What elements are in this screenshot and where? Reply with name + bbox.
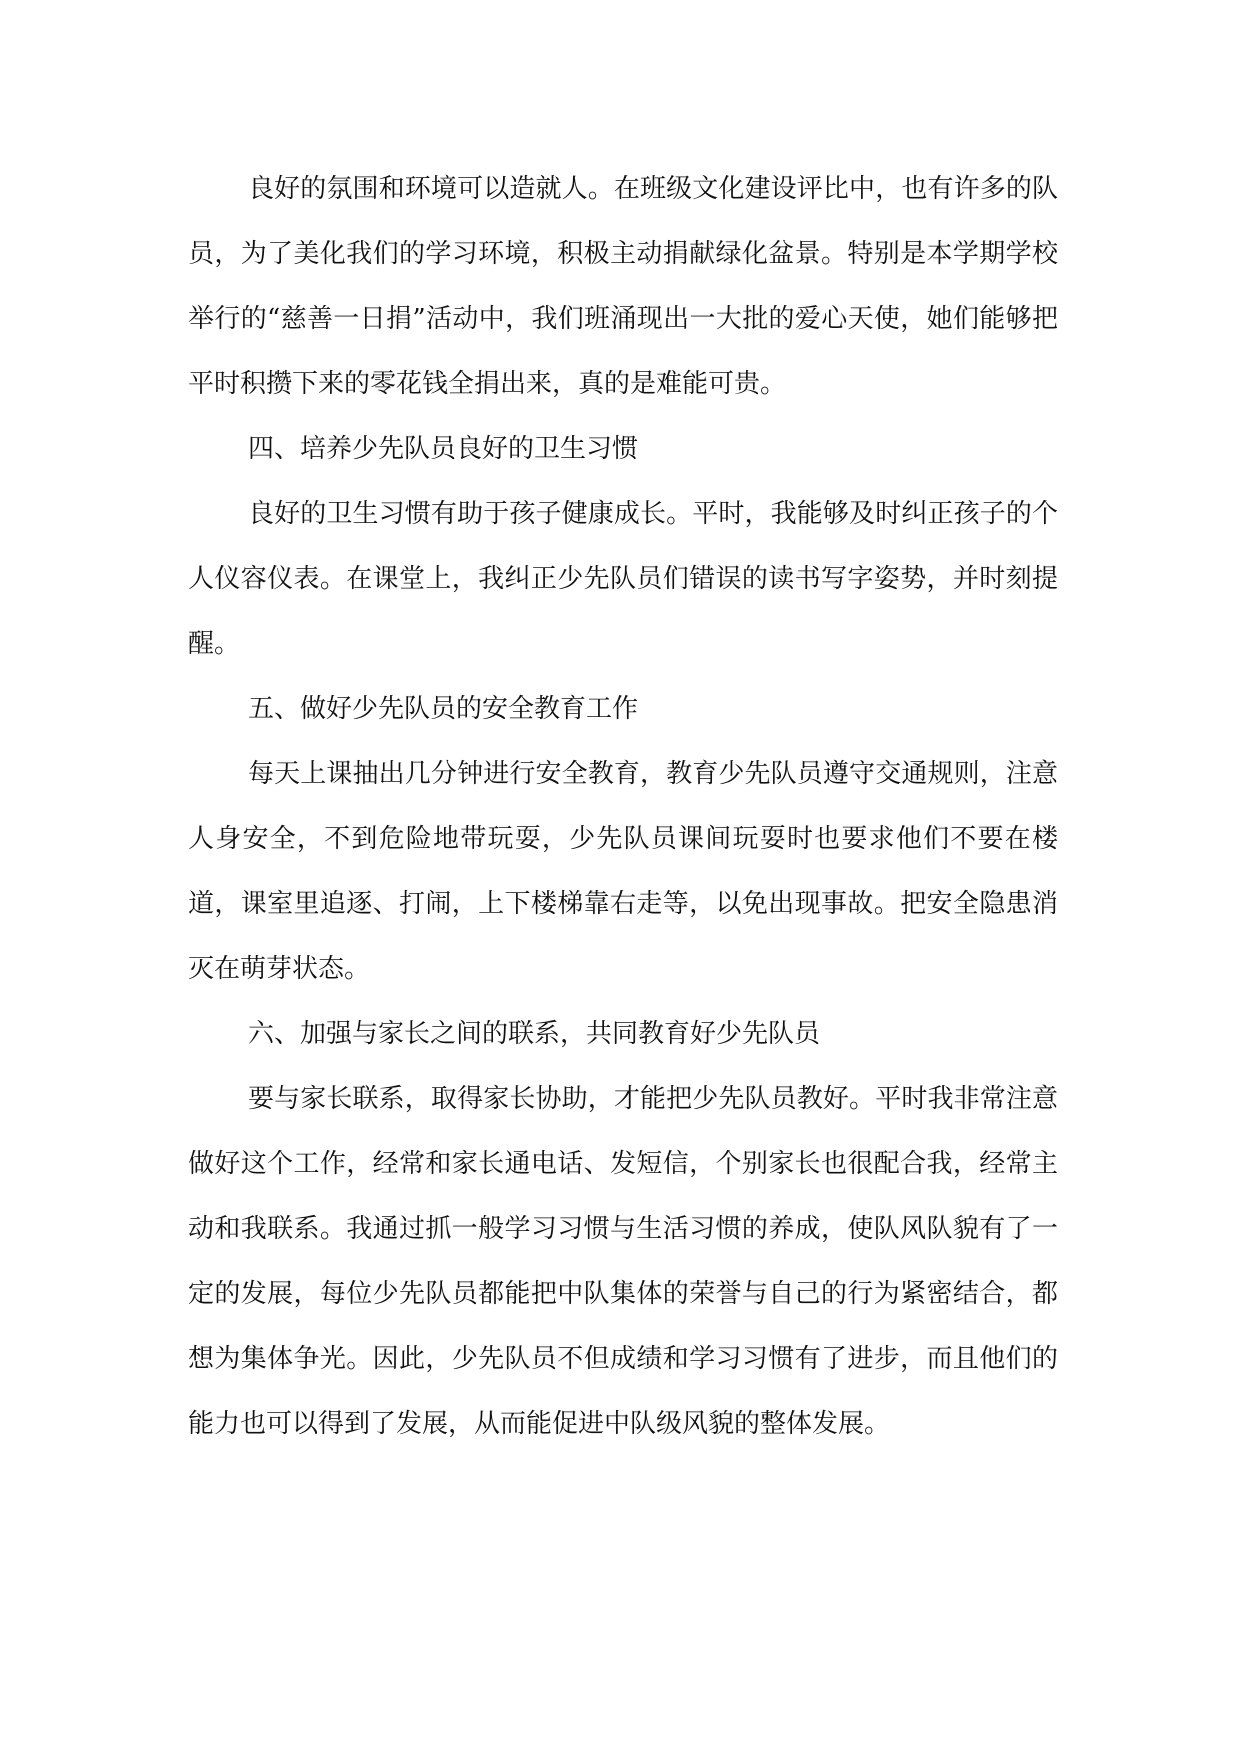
section-heading-hygiene: 四、培养少先队员良好的卫生习惯 (248, 434, 639, 464)
section-heading-safety: 五、做好少先队员的安全教育工作 (248, 694, 639, 724)
paragraph-parents: 要与家长联系，取得家长协助，才能把少先队员教好。平时我非常注意做好这个工作，经常和家长通电话、发短信，个别家长也很配合我，经常主动和我联系。我通过抓一般学习习惯与生活习惯的养成，使队风队貌有了一定的发展，每位少先队员都能把中队集体的荣誉与自己的行为紧密结合，都想为集体争光。因此，少先队员不但成绩和学习习惯有了进步，而且他们的能力也可以得到了发展，从而能促进中队级风貌的整体发展。 (188, 1084, 1058, 1439)
paragraph-safety: 每天上课抽出几分钟进行安全教育，教育少先队员遵守交通规则，注意人身安全，不到危险地带玩耍，少先队员课间玩耍时也要求他们不要在楼道，课室里追逐、打闹，上下楼梯靠右走等，以免出现事故。把安全隐患消灭在萌芽状态。 (188, 759, 1058, 984)
section-heading-parents: 六、加强与家长之间的联系，共同教育好少先队员 (248, 1019, 821, 1049)
paragraph-hygiene: 良好的卫生习惯有助于孩子健康成长。平时，我能够及时纠正孩子的个人仪容仪表。在课堂上，我纠正少先队员们错误的读书写字姿势，并时刻提醒。 (188, 499, 1058, 659)
document-body (188, 157, 1058, 1457)
paragraph-class-culture: 良好的氛围和环境可以造就人。在班级文化建设评比中，也有许多的队员，为了美化我们的学习环境，积极主动捐献绿化盆景。特别是本学期学校举行的“慈善一日捐”活动中，我们班涌现出一大批的爱心天使，她们能够把平时积攒下来的零花钱全捐出来，真的是难能可贵。 (188, 174, 1058, 399)
